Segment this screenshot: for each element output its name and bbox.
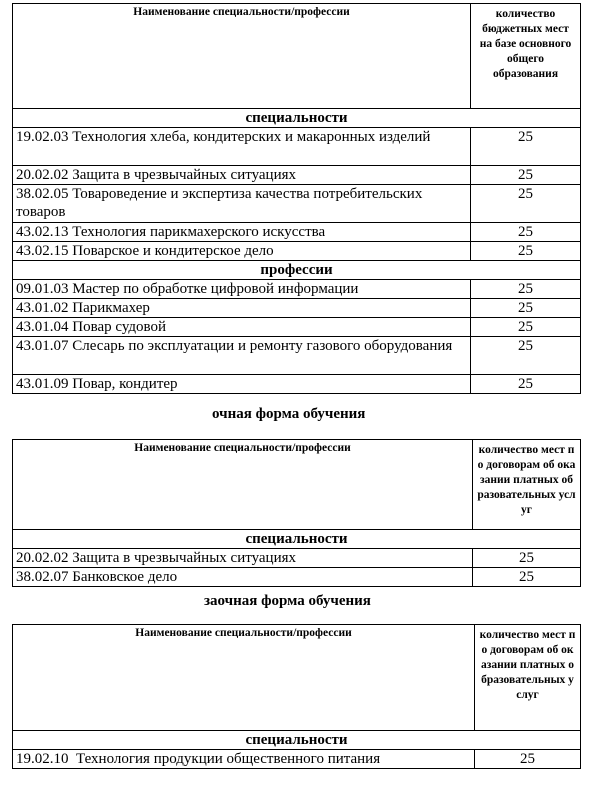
table-row <box>13 750 581 769</box>
column-header-count-text: количество бюджетных мест на базе основного общего образования <box>479 8 572 80</box>
section-specialties: специальности <box>13 109 581 128</box>
table-row <box>13 299 581 318</box>
table-row <box>13 280 581 299</box>
table-header-row <box>13 440 581 530</box>
places-count: 25 <box>471 166 581 185</box>
places-count: 25 <box>473 549 581 568</box>
specialty-name: 38.02.07 Банковское дело <box>13 568 473 587</box>
section-specialties: специальности <box>13 530 581 549</box>
table-header-row <box>13 4 581 109</box>
profession-name: 43.01.09 Повар, кондитер <box>13 375 471 394</box>
places-count: 25 <box>471 185 581 223</box>
table-row <box>13 166 581 185</box>
caption-fulltime: очная форма обучения <box>212 406 366 422</box>
profession-name: 43.01.07 Слесарь по эксплуатации и ремонту газового оборудования <box>13 337 471 375</box>
places-count: 25 <box>471 299 581 318</box>
specialty-name: 43.02.15 Поварское и кондитерское дело <box>13 242 471 261</box>
table-row <box>13 318 581 337</box>
column-header-count-text: количество мест по договорам об оказании платных образовательных услуг <box>477 444 576 516</box>
column-header-count <box>471 4 581 109</box>
profession-name: 09.01.03 Мастер по обработке цифровой информации <box>13 280 471 299</box>
places-count: 25 <box>471 280 581 299</box>
places-count: 25 <box>471 128 581 166</box>
column-header-name: Наименование специальности/профессии <box>13 440 473 530</box>
specialty-name: 20.02.02 Защита в чрезвычайных ситуациях <box>13 549 473 568</box>
specialty-name: 19.02.03 Технология хлеба, кондитерских и макаронных изделий <box>13 128 471 166</box>
column-header-count <box>475 625 581 731</box>
places-count: 25 <box>471 318 581 337</box>
places-count: 25 <box>471 223 581 242</box>
table-row <box>13 128 581 166</box>
caption-parttime: заочная форма обучения <box>204 593 371 609</box>
paid-places-fulltime-table <box>12 439 581 587</box>
column-header-name: Наименование специальности/профессии <box>13 625 475 731</box>
places-count: 25 <box>473 568 581 587</box>
table-row <box>13 375 581 394</box>
profession-name: 43.01.02 Парикмахер <box>13 299 471 318</box>
specialty-name: 43.02.13 Технология парикмахерского искусства <box>13 223 471 242</box>
table-row <box>13 185 581 223</box>
column-header-count <box>473 440 581 530</box>
section-specialties: специальности <box>13 731 581 750</box>
places-count: 25 <box>471 337 581 375</box>
table-row <box>13 337 581 375</box>
table-row <box>13 223 581 242</box>
table-row <box>13 242 581 261</box>
paid-places-parttime-table <box>12 624 581 769</box>
table-row <box>13 568 581 587</box>
places-count: 25 <box>475 750 581 769</box>
specialty-name: 19.02.10 Технология продукции общественного питания <box>13 750 475 769</box>
profession-name: 43.01.04 Повар судовой <box>13 318 471 337</box>
table-header-row <box>13 625 581 731</box>
budget-places-table <box>12 3 581 394</box>
column-header-name: Наименование специальности/профессии <box>13 4 471 109</box>
places-count: 25 <box>471 375 581 394</box>
column-header-count-text: количество мест по договорам об оказании платных образовательных услуг <box>479 629 576 701</box>
table-row <box>13 549 581 568</box>
specialty-name: 20.02.02 Защита в чрезвычайных ситуациях <box>13 166 471 185</box>
places-count: 25 <box>471 242 581 261</box>
specialty-name: 38.02.05 Товароведение и экспертиза качества потребительских товаров <box>13 185 471 223</box>
section-professions: профессии <box>13 261 581 280</box>
